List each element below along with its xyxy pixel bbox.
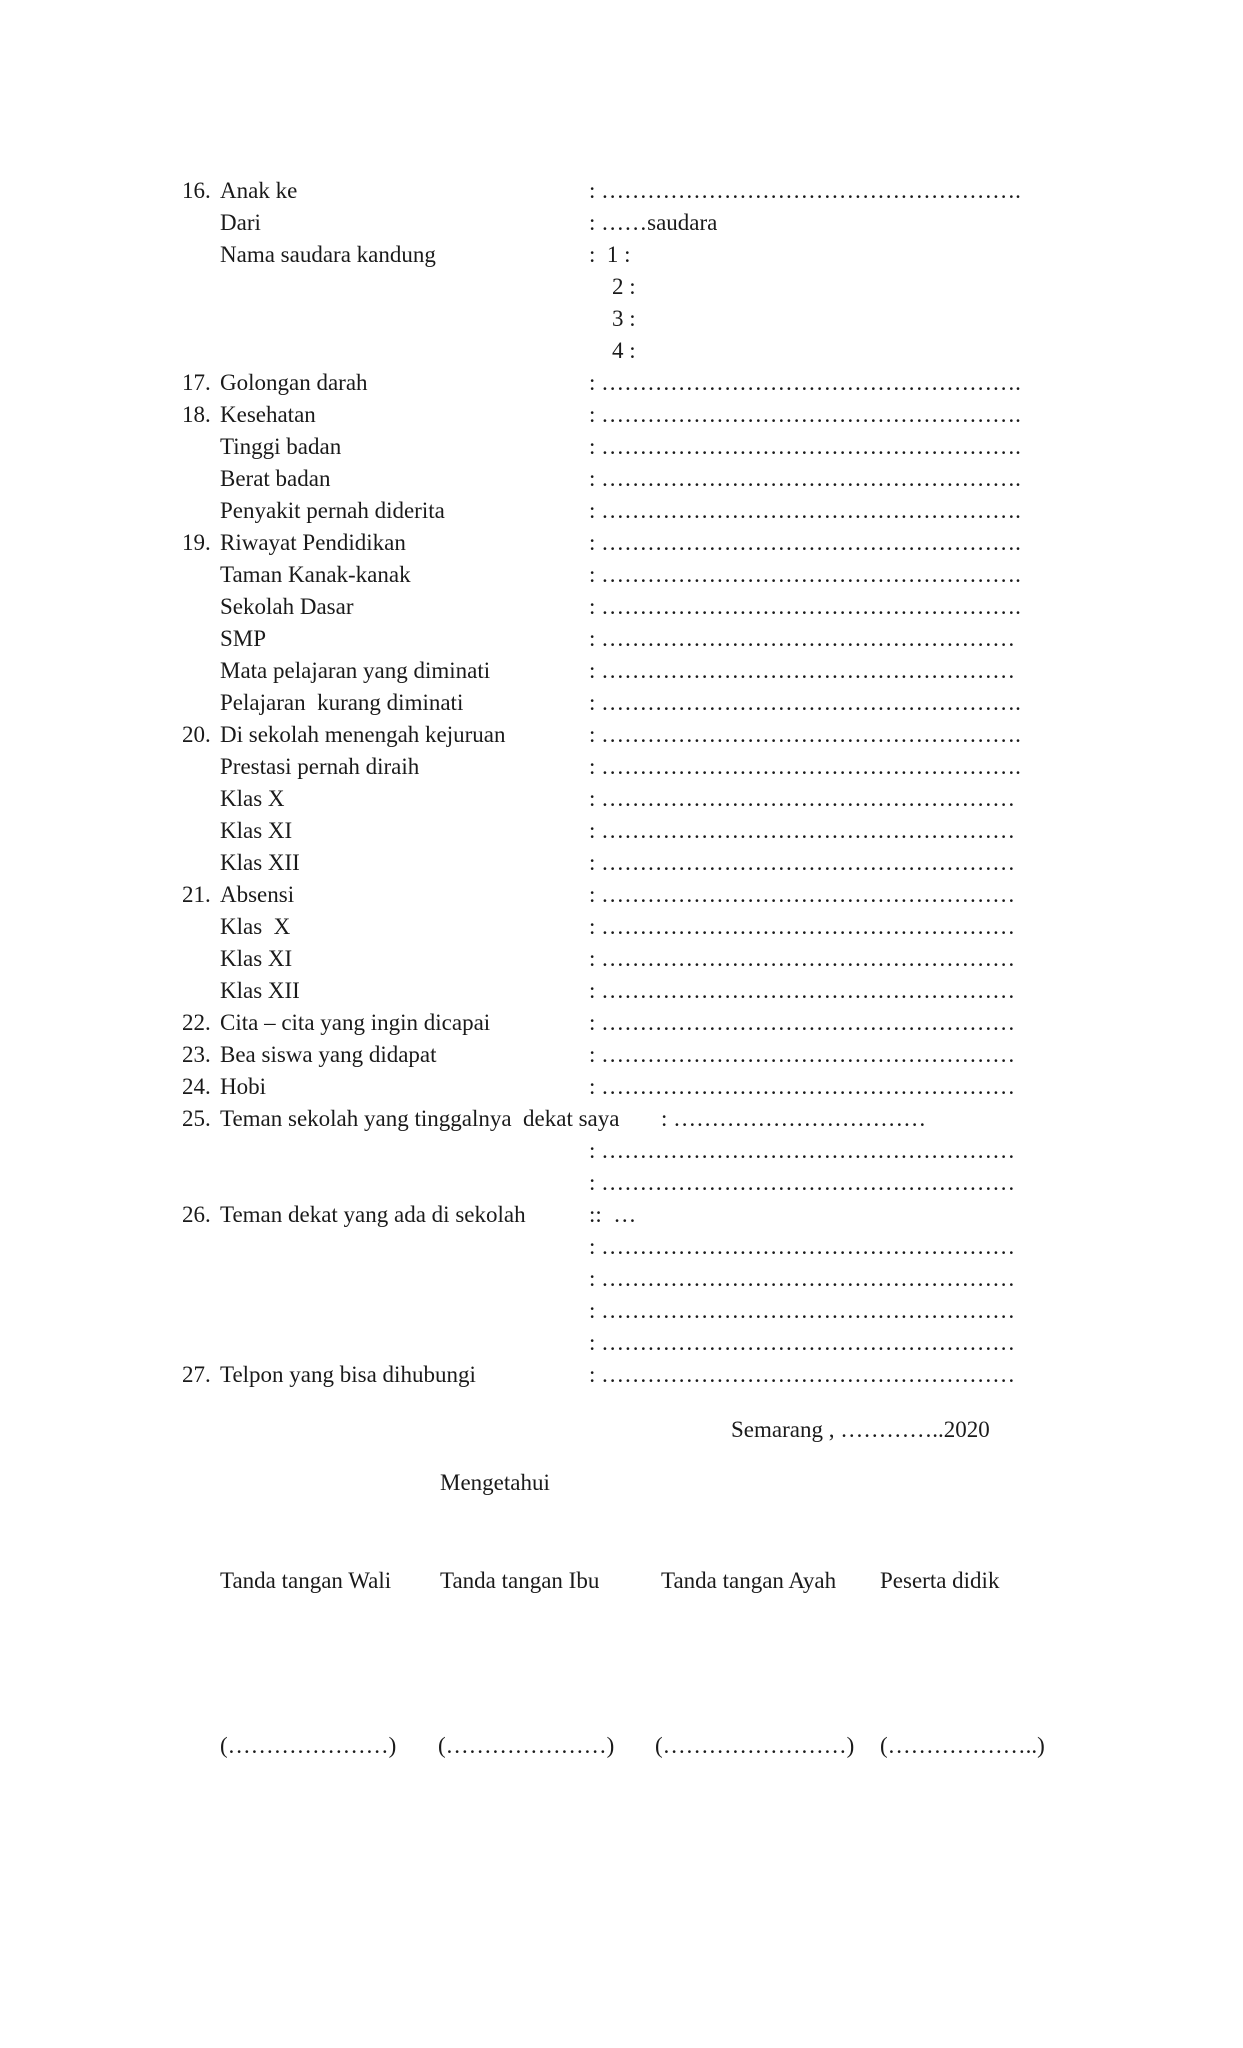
- form-row: [0, 783, 1243, 815]
- form-row: [0, 1359, 1243, 1391]
- form-row-label: Klas X: [220, 914, 291, 939]
- form-row-label: SMP: [220, 626, 267, 651]
- form-row: [0, 1199, 1243, 1231]
- form-row-label: Di sekolah menengah kejuruan: [220, 722, 506, 747]
- form-row: [0, 271, 1243, 303]
- form-row-value[interactable]: : ……………………………………………….: [589, 434, 1021, 459]
- signature-blank-wali[interactable]: (…………………): [220, 1733, 397, 1758]
- form-row-label: Hobi: [220, 1074, 266, 1099]
- form-row: [0, 1263, 1243, 1295]
- form-row: [0, 367, 1243, 399]
- form-row: [0, 815, 1243, 847]
- form-row: [0, 239, 1243, 271]
- form-row-number: 24.: [182, 1074, 211, 1099]
- form-row-label: Klas XII: [220, 978, 300, 1003]
- form-row-label: Dari: [220, 210, 261, 235]
- form-row-number: 18.: [182, 402, 211, 427]
- acknowledged-label: Mengetahui: [440, 1470, 550, 1495]
- form-row-label: Klas XII: [220, 850, 300, 875]
- form-row-label: Teman sekolah yang tinggalnya dekat saya: [220, 1106, 620, 1131]
- form-row-value[interactable]: : ………………………………………………: [589, 1138, 1016, 1163]
- form-row-value[interactable]: 2 :: [589, 274, 636, 299]
- form-row: [0, 655, 1243, 687]
- form-row-label: Absensi: [220, 882, 295, 907]
- form-row: [0, 431, 1243, 463]
- form-row-label: Teman dekat yang ada di sekolah: [220, 1202, 526, 1227]
- form-row: [0, 719, 1243, 751]
- form-row-value[interactable]: : ………………………………………………: [589, 1298, 1016, 1323]
- form-row: [0, 1071, 1243, 1103]
- form-row-value[interactable]: : ………………………………………………: [589, 1170, 1016, 1195]
- signature-blank-ayah[interactable]: (……………………): [655, 1733, 855, 1758]
- form-row-value[interactable]: : ………………………………………………: [589, 882, 1016, 907]
- form-row: [0, 559, 1243, 591]
- form-row: [0, 1231, 1243, 1263]
- form-row-label: Nama saudara kandung: [220, 242, 436, 267]
- form-row-value[interactable]: : ………………………………………………: [589, 914, 1016, 939]
- form-row-value[interactable]: : ………………………………………………: [589, 1362, 1016, 1387]
- form-row-label: Sekolah Dasar: [220, 594, 354, 619]
- signature-label-ibu: Tanda tangan Ibu: [440, 1568, 600, 1593]
- form-row-value[interactable]: : ……………………………………………….: [589, 722, 1021, 747]
- form-row-value[interactable]: : ………………………………………………: [589, 1042, 1016, 1067]
- form-row: [0, 1039, 1243, 1071]
- form-row-label: Pelajaran kurang diminati: [220, 690, 464, 715]
- form-row-value[interactable]: : 1 :: [589, 242, 631, 267]
- form-row-value[interactable]: : ………………………………………………: [589, 1234, 1016, 1259]
- form-row-number: 26.: [182, 1202, 211, 1227]
- form-row: [0, 911, 1243, 943]
- form-row: [0, 623, 1243, 655]
- form-row-number: 21.: [182, 882, 211, 907]
- form-row-label: Golongan darah: [220, 370, 368, 395]
- form-row-label: Berat badan: [220, 466, 331, 491]
- form-row-label: Kesehatan: [220, 402, 316, 427]
- form-row-value[interactable]: : ……………………………: [661, 1106, 927, 1131]
- form-row-label: Bea siswa yang didapat: [220, 1042, 437, 1067]
- form-row-label: Klas XI: [220, 818, 293, 843]
- form-row-value[interactable]: : ………………………………………………: [589, 1330, 1016, 1355]
- form-row: [0, 495, 1243, 527]
- form-row-value[interactable]: : ………………………………………………: [589, 1074, 1016, 1099]
- form-row-label: Tinggi badan: [220, 434, 342, 459]
- form-row: [0, 847, 1243, 879]
- form-row: [0, 1135, 1243, 1167]
- form-row-value[interactable]: : ………………………………………………: [589, 946, 1016, 971]
- form-row: [0, 1327, 1243, 1359]
- form-row: [0, 751, 1243, 783]
- form-row: [0, 463, 1243, 495]
- form-row-value[interactable]: : ……………………………………………….: [589, 690, 1021, 715]
- form-row-value[interactable]: :: …: [589, 1202, 637, 1227]
- form-row-value[interactable]: : ………………………………………………: [589, 1266, 1016, 1291]
- form-row-value[interactable]: : ………………………………………………: [589, 850, 1016, 875]
- form-row: [0, 399, 1243, 431]
- form-row-label: Klas XI: [220, 946, 293, 971]
- form-row: [0, 879, 1243, 911]
- form-row: [0, 207, 1243, 239]
- form-row-number: 16.: [182, 178, 211, 203]
- form-row-value[interactable]: : ………………………………………………: [589, 978, 1016, 1003]
- form-row: [0, 591, 1243, 623]
- form-row-value[interactable]: : ……………………………………………….: [589, 498, 1021, 523]
- form-row: [0, 527, 1243, 559]
- signature-blank-peserta[interactable]: (………………..): [880, 1733, 1045, 1758]
- form-row: [0, 1295, 1243, 1327]
- form-row-label: Penyakit pernah diderita: [220, 498, 445, 523]
- signature-label-wali: Tanda tangan Wali: [220, 1568, 392, 1593]
- form-row-number: 22.: [182, 1010, 211, 1035]
- form-row-value[interactable]: : ……………………………………………….: [589, 754, 1021, 779]
- form-row-value[interactable]: 3 :: [589, 306, 636, 331]
- form-row: [0, 175, 1243, 207]
- form-row-number: 17.: [182, 370, 211, 395]
- signature-blank-ibu[interactable]: (…………………): [438, 1733, 615, 1758]
- form-row-value[interactable]: 4 :: [589, 338, 636, 363]
- form-row-value[interactable]: : ………………………………………………: [589, 626, 1016, 651]
- form-row: [0, 1103, 1243, 1135]
- form-row-label: Anak ke: [220, 178, 298, 203]
- form-row-value[interactable]: : ………………………………………………: [589, 786, 1016, 811]
- form-row-value[interactable]: : ………………………………………………: [589, 1010, 1016, 1035]
- form-row: [0, 943, 1243, 975]
- form-row-value[interactable]: : ……saudara: [589, 210, 718, 235]
- form-row-value[interactable]: : ……………………………………………….: [589, 530, 1021, 555]
- form-row-label: Riwayat Pendidikan: [220, 530, 406, 555]
- form-row-label: Taman Kanak-kanak: [220, 562, 411, 587]
- signature-label-ayah: Tanda tangan Ayah: [661, 1568, 837, 1593]
- form-row: [0, 1007, 1243, 1039]
- form-row-number: 20.: [182, 722, 211, 747]
- form-row: [0, 687, 1243, 719]
- form-row-label: Klas X: [220, 786, 285, 811]
- form-row: [0, 303, 1243, 335]
- signature-label-peserta: Peserta didik: [880, 1568, 1000, 1593]
- form-row-value[interactable]: : ……………………………………………….: [589, 562, 1021, 587]
- form-row-value[interactable]: : ……………………………………………….: [589, 466, 1021, 491]
- form-row-value[interactable]: : ………………………………………………: [589, 658, 1016, 683]
- form-row-label: Cita – cita yang ingin dicapai: [220, 1010, 491, 1035]
- place-date: Semarang , …………..2020: [731, 1417, 990, 1442]
- form-row-label: Telpon yang bisa dihubungi: [220, 1362, 476, 1387]
- form-row: [0, 1167, 1243, 1199]
- form-row-value[interactable]: : ……………………………………………….: [589, 594, 1021, 619]
- form-row: [0, 975, 1243, 1007]
- form-row-label: Prestasi pernah diraih: [220, 754, 420, 779]
- form-row-value[interactable]: : ……………………………………………….: [589, 178, 1021, 203]
- form-row: [0, 335, 1243, 367]
- form-row-number: 27.: [182, 1362, 211, 1387]
- form-row-value[interactable]: : ……………………………………………….: [589, 402, 1021, 427]
- form-row-label: Mata pelajaran yang diminati: [220, 658, 491, 683]
- form-row-number: 23.: [182, 1042, 211, 1067]
- form-row-number: 25.: [182, 1106, 211, 1131]
- form-row-value[interactable]: : ………………………………………………: [589, 818, 1016, 843]
- form-row-number: 19.: [182, 530, 211, 555]
- form-row-value[interactable]: : ……………………………………………….: [589, 370, 1021, 395]
